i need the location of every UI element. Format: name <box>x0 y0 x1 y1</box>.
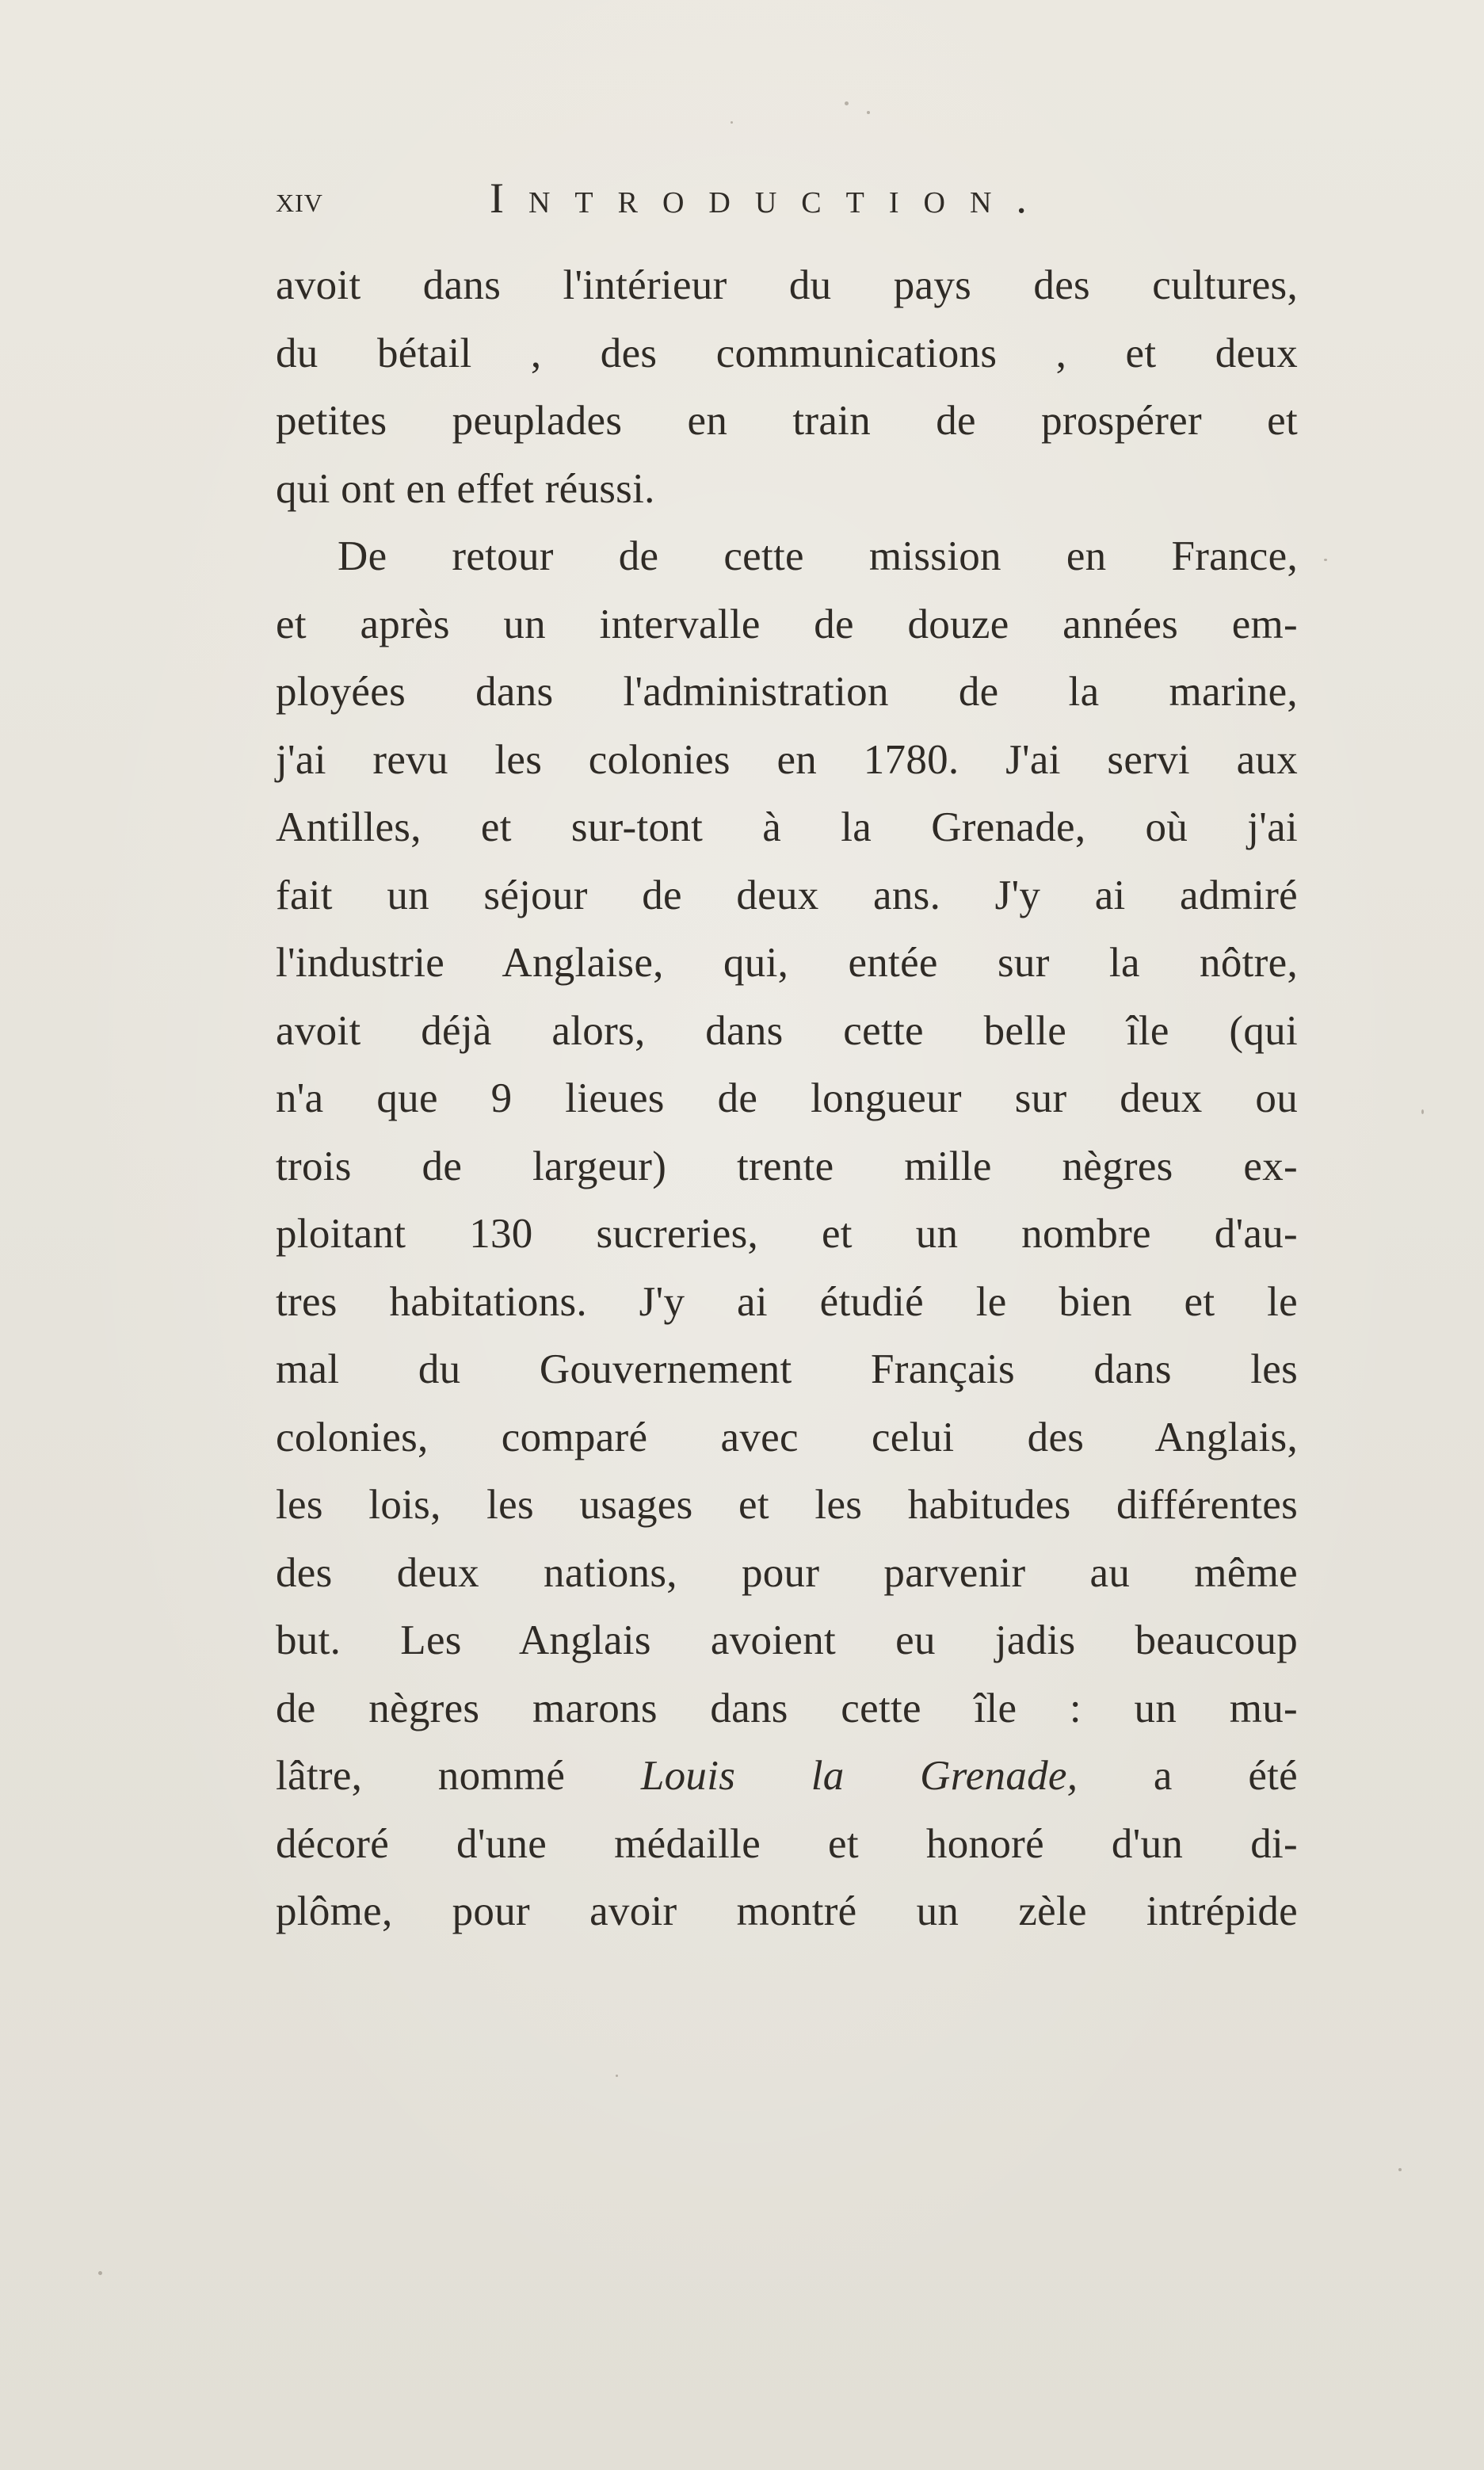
running-head <box>276 174 1306 242</box>
paper-speck <box>1398 2168 1402 2171</box>
text-line: des deux nations, pour parvenir au même <box>276 1549 1298 1596</box>
paper-speck <box>845 101 849 105</box>
text-line: avoit dans l'intérieur du pays des cultures, <box>276 262 1298 308</box>
text-line: avoit déjà alors, dans cette belle île (qui <box>276 1007 1298 1054</box>
line-end-text: a été <box>1153 1753 1298 1799</box>
text-line: qui ont en effet réussi. <box>276 465 655 512</box>
text-line: plôme, pour avoir montré un zèle intrépide <box>276 1888 1298 1934</box>
paragraph-start-line: De retour de cette mission en France, <box>338 533 1298 579</box>
text-line: du bétail , des communications , et deux <box>276 330 1298 376</box>
paper-speck <box>1324 559 1327 561</box>
paper-speck <box>1421 1109 1424 1114</box>
text-line: n'a que 9 lieues de longueur sur deux ou <box>276 1075 1298 1121</box>
text-line: de nègres marons dans cette île : un mu- <box>276 1685 1298 1731</box>
text-line: tres habitations. J'y ai étudié le bien et le <box>276 1278 1298 1325</box>
paper-speck <box>98 2271 102 2275</box>
body-text <box>276 252 1298 1946</box>
paper-speck <box>616 2075 618 2077</box>
paper-speck <box>867 111 870 114</box>
text-line: l'industrie Anglaise, qui, entée sur la nôtre, <box>276 940 1298 986</box>
text-line: les lois, les usages et les habitudes différentes <box>276 1482 1298 1528</box>
text-line: décoré d'une médaille et honoré d'un di- <box>276 1820 1298 1867</box>
text-line: Antilles, et sur-tont à la Grenade, où j'ai <box>276 804 1298 850</box>
page-number: xiv <box>276 179 323 220</box>
text-line: ploitant 130 sucreries, et un nombre d'au- <box>276 1211 1298 1257</box>
paper-speck <box>731 121 733 124</box>
text-line: trois de largeur) trente mille nègres ex- <box>276 1143 1298 1189</box>
italic-name: Louis la Grenade, <box>640 1753 1078 1799</box>
text-line: et après un intervalle de douze années em- <box>276 601 1298 647</box>
text-line: j'ai revu les colonies en 1780. J'ai servi aux <box>276 736 1298 783</box>
running-title: Introduction. <box>490 174 1051 222</box>
text-line-with-italic-name <box>276 1743 1298 1811</box>
text-line: ployées dans l'administration de la marine, <box>276 669 1298 715</box>
text-line: petites peuplades en train de prospérer et <box>276 398 1298 444</box>
line-start-text: lâtre, nommé <box>276 1753 566 1799</box>
text-line: mal du Gouvernement Français dans les <box>276 1346 1298 1392</box>
text-line: but. Les Anglais avoient eu jadis beaucoup <box>276 1617 1298 1663</box>
text-line: fait un séjour de deux ans. J'y ai admiré <box>276 872 1298 918</box>
text-line: colonies, comparé avec celui des Anglais, <box>276 1414 1298 1460</box>
